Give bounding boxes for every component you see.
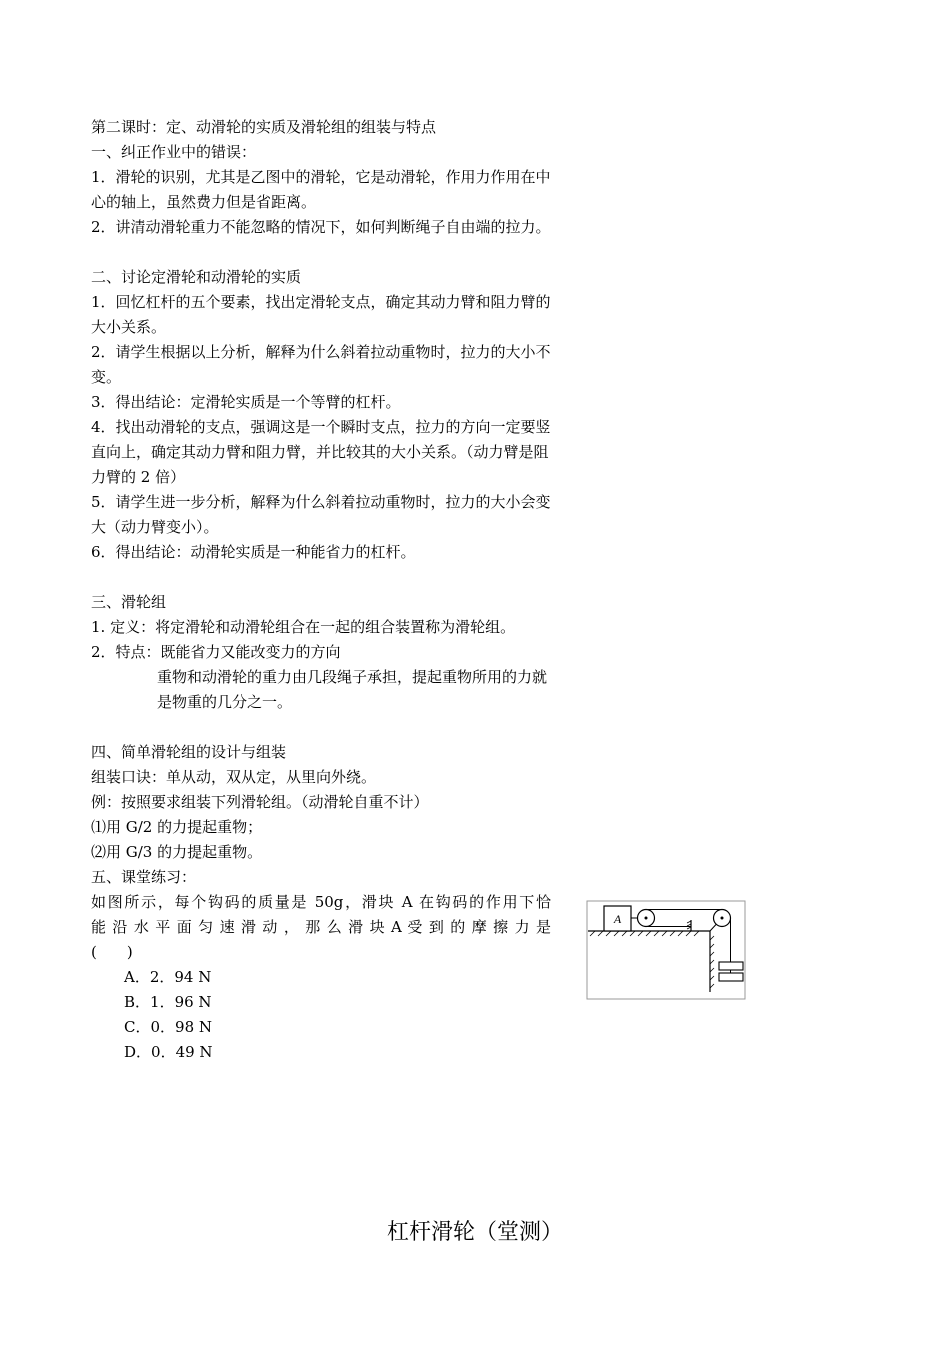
section-4-item: 组装口诀：单从动，双从定，从里向外绕。: [91, 768, 377, 786]
main-title: 杠杆滑轮（堂测）: [386, 1220, 563, 1245]
question-blank: ( ): [91, 943, 133, 961]
section-4-heading: 四、简单滑轮组的设计与组装: [91, 743, 287, 761]
section-3-item: 重物和动滑轮的重力由几段绳子承担，提起重物所用的力就是物重的几分之一。: [157, 668, 548, 711]
section-5-heading: 五、课堂练习：: [91, 868, 197, 886]
lesson-body: [91, 115, 551, 1065]
section-2-item: 3．得出结论：定滑轮实质是一个等臂的杠杆。: [91, 393, 401, 411]
section-4-item: ⑴用 G/2 的力提起重物；: [91, 818, 263, 836]
section-3-item: 2．特点：既能省力又能改变力的方向: [91, 643, 341, 661]
section-3-heading: 三、滑轮组: [91, 593, 167, 611]
section-2-item: 6．得出结论：动滑轮实质是一种能省力的杠杆。: [91, 543, 416, 561]
section-2-heading: 二、讨论定滑轮和动滑轮的实质: [91, 268, 302, 286]
option-a: A．2．94 N: [124, 968, 212, 986]
question-text: 如图所示，每个钩码的质量是 50g，滑块 A 在钩码的作用下恰: [91, 893, 551, 911]
spacer: [91, 565, 551, 590]
option-c: C．0．98 N: [124, 1018, 213, 1036]
section-4-item: ⑵用 G/3 的力提起重物。: [91, 843, 263, 861]
hook-weight-2: [719, 973, 743, 981]
fixed-pulley-axle: [721, 917, 724, 920]
hook-weight-1: [719, 962, 743, 970]
movable-pulley-axle: [645, 917, 648, 920]
section-2-item: 4．找出动滑轮的支点，强调这是一个瞬时支点，拉力的方向一定要竖直向上，确定其动力臂和阻力臂，并比较其的大小关系。（动力臂是阻力臂的 2 倍）: [91, 418, 551, 486]
section-1-item: 1．滑轮的识别，尤其是乙图中的滑轮，它是动滑轮，作用力作用在中心的轴上，虽然费力但是省距离。: [91, 168, 551, 211]
pulley-diagram: [586, 900, 746, 1000]
spacer: [91, 240, 551, 265]
section-2-item: 5．请学生进一步分析，解释为什么斜着拉动重物时，拉力的大小会变大（动力臂变小）。: [91, 493, 551, 536]
lesson-title: 第二课时：定、动滑轮的实质及滑轮组的组装与特点: [91, 118, 437, 136]
option-d: D．0．49 N: [124, 1043, 213, 1061]
option-b: B．1．96 N: [124, 993, 212, 1011]
section-2-item: 2．请学生根据以上分析，解释为什么斜着拉动重物时，拉力的大小不变。: [91, 343, 551, 386]
section-4-item: 例：按照要求组装下列滑轮组。（动滑轮自重不计）: [91, 793, 429, 811]
section-1-heading: 一、纠正作业中的错误：: [91, 143, 257, 161]
section-2-item: 1．回忆杠杆的五个要素，找出定滑轮支点，确定其动力臂和阻力臂的大小关系。: [91, 293, 551, 336]
section-3-item: 1. 定义：将定滑轮和动滑轮组合在一起的组合装置称为滑轮组。: [91, 618, 516, 636]
pulley-figure: [586, 900, 746, 1000]
block-a-label: A: [613, 912, 622, 926]
spacer: [91, 715, 551, 740]
question-text: 能 沿 水 平 面 匀 速 滑 动 ， 那 么 滑 块 A 受 到 的 摩 擦 力 是: [91, 918, 551, 936]
section-1-item: 2．讲清动滑轮重力不能忽略的情况下，如何判断绳子自由端的拉力。: [91, 218, 551, 236]
